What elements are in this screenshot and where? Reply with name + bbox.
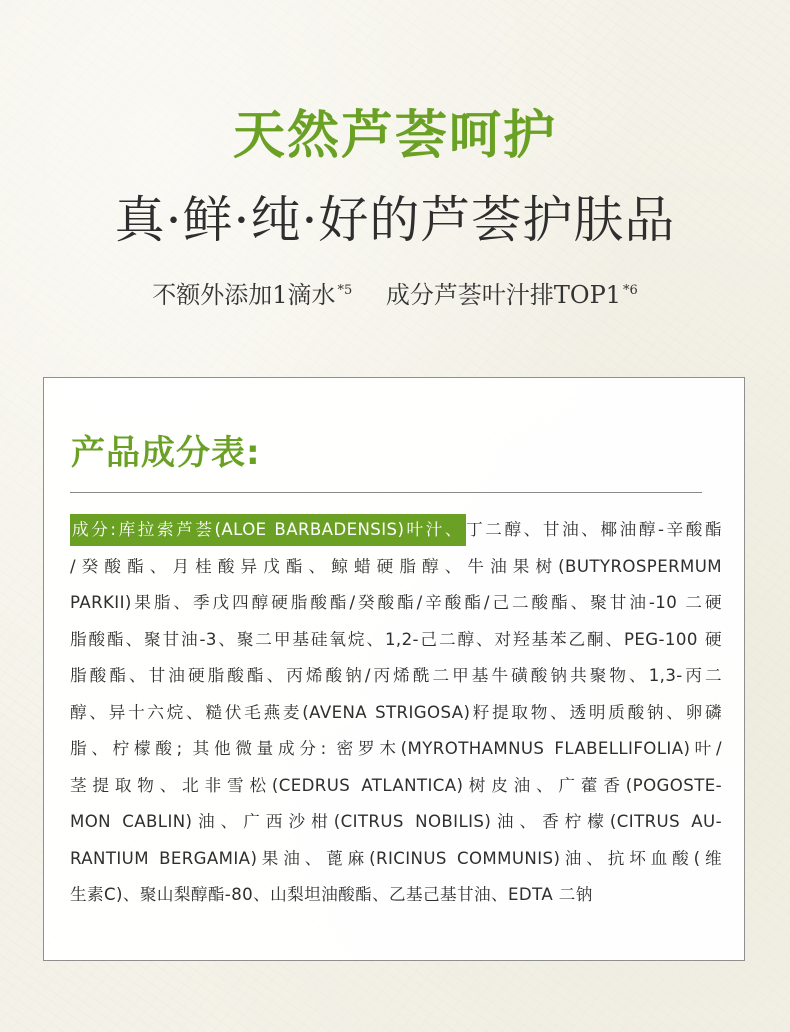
ingredient-line: 脂酸酯、甘油硬脂酸酯、丙烯酸钠/丙烯酰二甲基牛磺酸钠共聚物、1,3-丙二: [70, 666, 722, 685]
ingredients-card: [43, 377, 745, 961]
claim-footnote: *6: [623, 283, 638, 298]
divider: [70, 492, 702, 493]
claim-text: 成分芦荟叶汁排TOP1: [385, 281, 622, 309]
ingredient-line: 醇、异十六烷、糙伏毛燕麦(AVENA STRIGOSA)籽提取物、透明质酸钠、卵磷: [70, 702, 722, 722]
ingredient-line: [70, 512, 722, 549]
claim-aloe-top1: [386, 274, 638, 312]
card-title: 产品成分表:: [71, 433, 261, 473]
hero-title: 天然芦荟呵护: [232, 106, 557, 166]
ingredient-line: /癸酸酯、月桂酸异戊酯、鲸蜡硬脂醇、牛油果树(BUTYROSPERMUM: [70, 556, 722, 576]
claims-row: [0, 274, 790, 312]
claim-footnote: *5: [337, 283, 353, 298]
claim-no-water: [152, 274, 352, 312]
ingredient-highlight-label: 成分:库拉索芦荟(ALOE BARBADENSIS)叶汁、: [70, 514, 466, 546]
ingredient-line: 生素C)、聚山梨醇酯-80、山梨坦油酸酯、乙基己基甘油、EDTA 二钠: [70, 885, 593, 904]
claim-text: 不额外添加1滴水: [152, 281, 336, 309]
ingredient-line: PARKII)果脂、季戊四醇硬脂酸酯/癸酸酯/辛酸酯/己二酸酯、聚甘油-10 二硬: [70, 593, 722, 612]
ingredient-line: 茎提取物、北非雪松(CEDRUS ATLANTICA)树皮油、广藿香(POGOSTE-: [70, 775, 722, 795]
hero-subtitle: 真·鲜·纯·好的芦荟护肤品: [114, 191, 676, 249]
ingredient-line: RANTIUM BERGAMIA)果油、蓖麻(RICINUS COMMUNIS)油、抗坏血酸(维: [70, 848, 722, 868]
ingredient-line-text: 丁二醇、甘油、椰油醇-辛酸酯: [466, 520, 722, 539]
ingredient-line: 脂、柠檬酸; 其他微量成分: 密罗木(MYROTHAMNUS FLABELLIFOLIA)叶/: [70, 739, 722, 758]
ingredient-line: 脂酸酯、聚甘油-3、聚二甲基硅氧烷、1,2-己二醇、对羟基苯乙酮、PEG-100 硬: [70, 629, 722, 649]
ingredients-list: [70, 512, 722, 914]
ingredient-line: MON CABLIN)油、广西沙柑(CITRUS NOBILIS)油、香柠檬(CITRUS AU-: [70, 812, 722, 831]
